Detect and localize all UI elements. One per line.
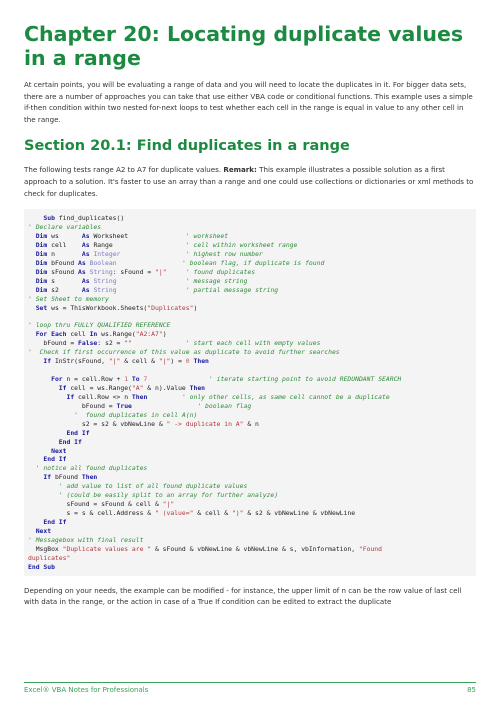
code-token: String: [89, 267, 113, 276]
code-token: ' Messagebox with final result: [28, 535, 144, 544]
code-token: [28, 473, 43, 481]
code-line: [28, 500, 472, 509]
code-token: s2: [47, 285, 82, 294]
code-line: [28, 554, 472, 563]
code-token: [28, 482, 59, 490]
code-line: [28, 366, 472, 375]
section-text-after: This example illustrates a possible solution as a first approach to a solution. It's faster to use an array than a range and one could use collections or dictionaries or xml methods to check for duplicates.: [24, 165, 474, 198]
code-token: "Duplicate values are ": [62, 544, 152, 553]
code-token: [28, 375, 51, 383]
code-line: [28, 223, 472, 232]
code-token: sFound = sFound & cell &: [28, 500, 163, 509]
code-token: [28, 286, 36, 294]
code-token: [28, 411, 74, 419]
code-line: [28, 473, 472, 482]
page-footer: [24, 682, 476, 694]
code-token: [28, 438, 59, 446]
code-token: Dim: [35, 240, 48, 249]
code-token: [28, 447, 51, 455]
code-token: [132, 339, 186, 347]
code-token: If: [58, 383, 67, 392]
code-token: bFound: [51, 473, 82, 482]
code-token: cell = ws.Range(: [66, 383, 132, 392]
code-token: If: [66, 392, 75, 401]
section-title: Section 20.1: Find duplicates in a range: [24, 138, 350, 155]
code-line: [28, 545, 472, 554]
code-token: "A": [131, 383, 144, 392]
code-token: [117, 259, 182, 267]
code-token: Then: [193, 357, 209, 366]
code-line: [28, 304, 472, 313]
code-token: [28, 250, 36, 258]
code-token: "|": [108, 357, 121, 366]
code-line: [28, 429, 472, 438]
code-token: Dim: [35, 258, 48, 267]
code-line: [28, 375, 472, 384]
code-token: Dim: [35, 232, 48, 241]
code-token: As: [81, 232, 90, 241]
code-token: s = s & cell.Address &: [28, 509, 155, 518]
code-token: & cell &: [120, 357, 159, 366]
code-token: ' Set Sheet to memory: [28, 294, 109, 303]
code-token: " (value=": [154, 509, 194, 518]
chapter-title: Chapter 20: Locating duplicate values in a range: [24, 22, 464, 70]
code-token: 7: [143, 375, 148, 384]
code-token: ' boolean flag, if duplicate is found: [181, 258, 325, 267]
code-token: & cell &: [193, 509, 232, 518]
code-line: [28, 527, 472, 536]
code-token: n: [47, 249, 82, 258]
code-line: [28, 491, 472, 500]
code-token: Dim: [35, 276, 48, 285]
section-text-before: The following tests range A2 to A7 for duplicate values.: [24, 165, 224, 175]
code-token: MsgBox: [28, 544, 63, 553]
code-token: In: [89, 330, 98, 339]
code-token: If: [43, 473, 52, 482]
code-token: As: [78, 267, 86, 276]
footer-book-title: Excel® VBA Notes for Professionals: [24, 686, 149, 694]
code-token: 0: [185, 357, 190, 366]
code-token: [132, 402, 197, 410]
code-token: s: [47, 276, 82, 285]
code-line: [28, 447, 472, 456]
code-token: Sub: [43, 214, 55, 223]
code-token: ' add value to list of all found duplicate values: [58, 482, 248, 491]
code-token: [28, 455, 43, 463]
code-line: [28, 339, 472, 348]
code-token: End If: [58, 437, 82, 446]
code-token: & sFound & vbNewLine & vbNewLine & s, vbInformation,: [151, 544, 359, 553]
code-token: cell: [66, 330, 90, 339]
code-line: [28, 277, 472, 286]
code-token: cell.Row <> n: [74, 392, 132, 401]
code-token: ' iterate starting point to avoid REDUNDANT SEARCH: [208, 375, 402, 384]
code-token: End If: [66, 428, 90, 437]
code-token: InStr(sFound,: [51, 357, 109, 366]
code-token: ' found duplicates: [185, 267, 256, 276]
code-line: [28, 295, 472, 304]
code-token: ' found duplicates in cell A(n): [74, 410, 198, 419]
code-token: Dim: [35, 267, 48, 276]
code-token: "|": [162, 500, 175, 509]
code-token: bFound =: [28, 401, 117, 410]
code-token: [117, 286, 186, 294]
code-token: [28, 277, 36, 285]
code-token: For Each: [35, 330, 67, 339]
code-token: [28, 232, 36, 240]
code-token: As: [81, 249, 90, 258]
code-block: [24, 209, 476, 576]
code-line: [28, 250, 472, 259]
code-token: ")": [231, 509, 244, 518]
code-token: String: [93, 285, 117, 294]
code-token: ' start each cell with empty values: [185, 339, 321, 348]
code-line: [28, 509, 472, 518]
code-token: Range: [89, 240, 186, 249]
code-line: [28, 393, 472, 402]
code-token: ' Check if first occurrence of this value as duplicate to avoid further searches: [28, 348, 340, 357]
code-token: bFound: [47, 258, 79, 267]
code-line: [28, 438, 472, 447]
remark-label: Remark:: [223, 165, 257, 175]
code-token: False: [78, 339, 98, 348]
code-token: ): [162, 330, 167, 339]
code-token: [28, 304, 36, 312]
code-line: [28, 286, 472, 295]
code-token: cell: [47, 240, 82, 249]
intro-paragraph: At certain points, you will be evaluating a range of data and you will need to locate the duplicates in it. For bigger data sets, there are a number of approaches you can take that use either VBA code or conditional functions. This example uses a simple if-then condition within two nested for-next loops to test whether each cell in the range is equal in value to any other cell in the range.: [24, 80, 473, 124]
code-token: "|": [158, 357, 171, 366]
code-line: [28, 563, 472, 572]
code-token: [28, 330, 36, 338]
code-token: Next: [35, 526, 52, 535]
code-token: [167, 268, 186, 276]
code-token: [147, 393, 182, 401]
code-token: sFound: [47, 267, 79, 276]
code-line: [28, 420, 472, 429]
code-token: "Found: [358, 544, 382, 553]
code-token: [28, 429, 66, 437]
code-token: [28, 518, 43, 526]
code-token: For: [51, 375, 63, 384]
page: [24, 22, 476, 608]
code-line: [28, 321, 472, 330]
code-token: : sFound =: [112, 267, 156, 276]
code-token: ' message string: [185, 276, 248, 285]
code-token: [117, 277, 186, 285]
code-token: s2 = s2 & vbNewLine &: [28, 419, 167, 428]
code-token: To: [131, 375, 140, 384]
code-token: [147, 375, 209, 383]
code-token: Worksheet: [89, 232, 186, 241]
code-line: [28, 259, 472, 268]
code-token: "|": [155, 267, 167, 276]
code-token: Set: [35, 303, 48, 312]
code-token: "Duplicates": [147, 303, 194, 312]
code-token: [28, 214, 43, 222]
code-token: " -> duplicate in A": [166, 419, 244, 428]
code-line: [28, 268, 472, 277]
code-line: [28, 232, 472, 241]
code-token: Boolean: [89, 258, 117, 267]
code-line: [28, 348, 472, 357]
code-token: [120, 250, 185, 258]
code-line: [28, 411, 472, 420]
code-token: ' (could be easily split to an array for further analyze): [58, 491, 279, 500]
code-token: duplicates": [28, 553, 71, 562]
code-token: Next: [51, 446, 67, 455]
code-token: As: [81, 276, 90, 285]
code-token: [28, 268, 36, 276]
code-token: [28, 241, 36, 249]
code-token: ' notice all found duplicates: [35, 464, 148, 473]
code-token: ' worksheet: [185, 232, 229, 241]
code-token: [28, 491, 59, 499]
code-token: ws.Range(: [97, 330, 136, 339]
code-token: ' loop thru FULLY QUALIFIED REFERENCE: [28, 321, 171, 330]
code-token: ' Declare variables: [28, 223, 102, 232]
code-line: [28, 330, 472, 339]
code-token: "": [124, 339, 132, 348]
code-line: [28, 357, 472, 366]
footer-page-number: 85: [467, 686, 476, 694]
code-token: Dim: [35, 249, 48, 258]
code-token: & n: [243, 419, 259, 428]
section-paragraph: [24, 164, 476, 199]
code-token: [28, 357, 43, 365]
code-line: [28, 482, 472, 491]
code-token: Integer: [93, 249, 121, 258]
code-line: [28, 241, 472, 250]
code-token: ws: [47, 232, 82, 241]
code-token: : s2 =: [97, 339, 125, 348]
code-token: ): [193, 303, 198, 312]
code-token: Dim: [35, 285, 48, 294]
code-token: ' boolean flag: [197, 401, 252, 410]
code-line: [28, 518, 472, 527]
code-token: ' cell within worksheet range: [185, 240, 298, 249]
code-token: If: [43, 357, 52, 366]
code-token: ) =: [170, 357, 186, 366]
code-line: [28, 536, 472, 545]
code-token: ' only other cells, as same cell cannot be a duplicate: [181, 392, 390, 401]
code-line: [28, 312, 472, 321]
code-token: n = cell.Row +: [62, 375, 125, 384]
code-token: Then: [189, 383, 206, 392]
code-token: ' highest row number: [185, 249, 263, 258]
code-line: [28, 455, 472, 464]
code-token: End If: [43, 455, 67, 464]
code-token: [28, 259, 36, 267]
code-line: [28, 402, 472, 411]
code-token: As: [81, 285, 90, 294]
code-token: String: [93, 276, 117, 285]
code-token: bFound =: [28, 339, 79, 348]
code-token: Then: [131, 392, 148, 401]
code-token: End Sub: [28, 562, 55, 571]
code-token: find_duplicates(): [54, 214, 125, 223]
code-token: "A2:A7": [135, 330, 163, 339]
code-line: [28, 214, 472, 223]
code-line: [28, 464, 472, 473]
code-token: 1: [124, 375, 129, 384]
code-token: ws = ThisWorkbook.Sheets(: [47, 303, 148, 312]
code-token: Then: [81, 473, 98, 482]
code-token: & n).Value: [143, 383, 190, 392]
code-token: True: [116, 401, 132, 410]
code-token: [28, 384, 59, 392]
code-token: [28, 393, 66, 401]
code-line: [28, 384, 472, 393]
code-token: & s2 & vbNewLine & vbNewLine: [243, 509, 356, 518]
code-token: End If: [43, 518, 67, 527]
code-token: As: [78, 258, 86, 267]
code-token: [28, 464, 36, 472]
trailing-paragraph: Depending on your needs, the example can be modified - for instance, the upper limit of n can be the row value of last cell with data in the range, or the action in case of a True If condition can be edited to extract the duplicate: [24, 585, 462, 607]
code-token: ' partial message string: [185, 285, 279, 294]
code-token: [28, 527, 36, 535]
code-token: As: [81, 240, 90, 249]
